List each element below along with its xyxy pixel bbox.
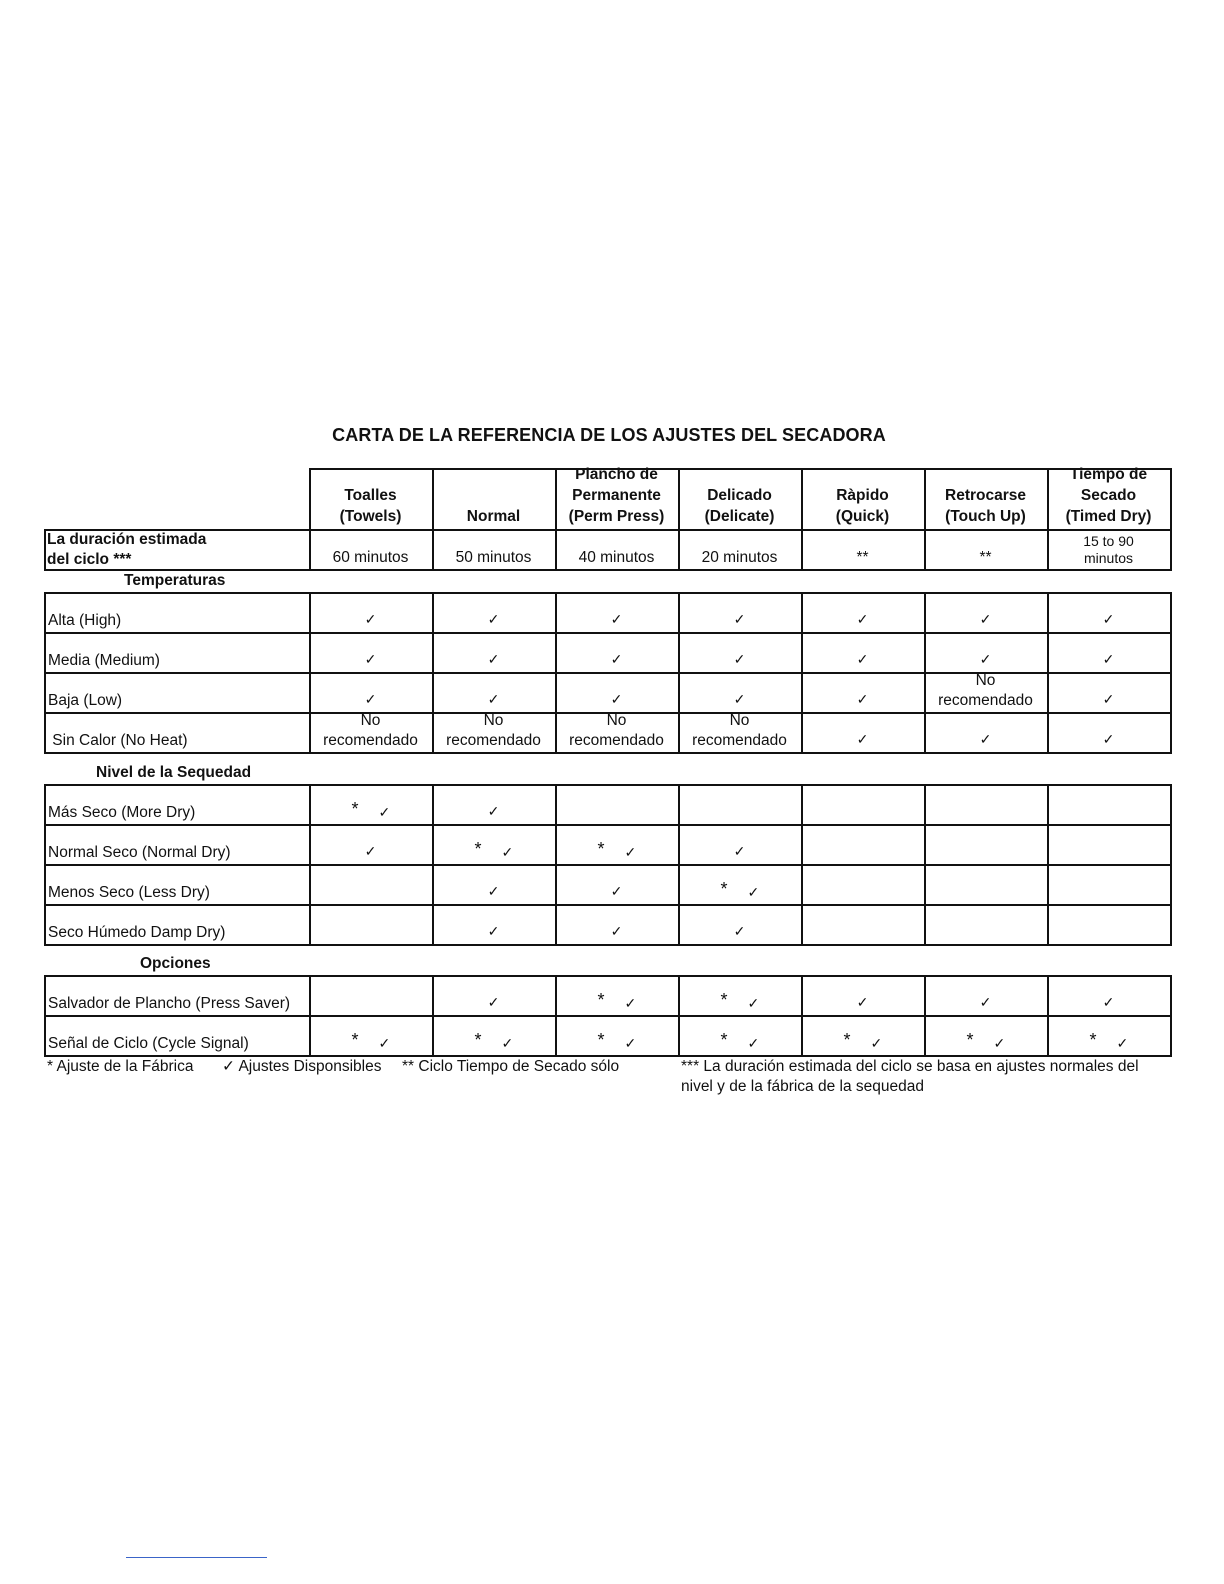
table-cell [924, 649, 1047, 669]
section-title: Nivel de la Sequedad [96, 764, 252, 781]
column-header [924, 485, 1047, 527]
duration-value-text: ** [979, 549, 992, 566]
cell-line: No [360, 712, 381, 729]
check-icon: ✓ [378, 1035, 391, 1051]
table-cell [678, 841, 801, 861]
table-cell [1047, 1032, 1170, 1052]
row-border [44, 592, 1172, 594]
row-label: Sin Calor (No Heat) [48, 732, 188, 749]
column-header-line: Ràpido [836, 487, 889, 504]
column-header-line: Delicado [707, 487, 772, 504]
header-top-border [309, 468, 1172, 470]
row-border [44, 824, 1172, 826]
table-cell [801, 729, 924, 749]
column-border [1170, 592, 1172, 754]
footnote-factory: * Ajuste de la Fábrica [47, 1058, 194, 1075]
table-cell [432, 921, 555, 941]
column-header-line: (Touch Up) [945, 508, 1026, 525]
table-cell [432, 649, 555, 669]
row-border [44, 784, 1172, 786]
cell-line: No [606, 712, 627, 729]
check-icon: ✓ [979, 611, 992, 627]
duration-cell [432, 548, 555, 568]
check-icon: ✓ [364, 843, 377, 859]
check-icon: ✓ [856, 691, 869, 707]
column-header-line: Retrocarse [945, 487, 1026, 504]
cell-line: No [729, 712, 750, 729]
table-cell [924, 1032, 1047, 1052]
check-icon: ✓ [1102, 611, 1115, 627]
table-cell [432, 1032, 555, 1052]
cell-line: recomendado [446, 732, 541, 749]
row-border [44, 975, 1172, 977]
row-label: Seco Húmedo Damp Dry) [48, 924, 226, 941]
table-cell [1047, 689, 1170, 709]
table-cell [309, 689, 432, 709]
check-icon: ✓ [624, 1035, 637, 1051]
column-header-line: (Towels) [339, 508, 402, 525]
factory-default-star: * [1089, 1030, 1097, 1050]
table-cell [924, 992, 1047, 1012]
check-icon: ✓ [747, 995, 760, 1011]
column-header [432, 485, 555, 527]
row-border [44, 904, 1172, 906]
check-icon: ✓ [501, 844, 514, 860]
table-cell [555, 921, 678, 941]
table-cell [432, 689, 555, 709]
duration-cell [801, 548, 924, 568]
check-icon: ✓ [487, 803, 500, 819]
row-border [44, 752, 1172, 754]
column-header [309, 485, 432, 527]
duration-cell [678, 548, 801, 568]
check-icon: ✓ [1102, 691, 1115, 707]
factory-default-star: * [351, 799, 359, 819]
table-cell [432, 609, 555, 629]
table-left-border [44, 975, 46, 1057]
row-label: Salvador de Plancho (Press Saver) [48, 995, 291, 1012]
table-cell [678, 689, 801, 709]
check-icon: ✓ [979, 651, 992, 667]
check-icon: ✓ [733, 923, 746, 939]
factory-default-star: * [597, 990, 605, 1010]
duration-value-text: 50 minutos [455, 549, 532, 566]
column-header-line: Tiempo de [1069, 466, 1148, 483]
table-cell [309, 1032, 432, 1052]
table-cell [555, 711, 678, 751]
column-border [1170, 784, 1172, 946]
duration-left-border [44, 529, 46, 571]
row-border [44, 944, 1172, 946]
check-icon: ✓ [856, 731, 869, 747]
check-icon: ✓ [979, 731, 992, 747]
duration-cell [924, 548, 1047, 568]
factory-default-star: * [597, 839, 605, 859]
column-header-line: Plancho de [575, 466, 658, 483]
table-cell [309, 711, 432, 751]
column-border [1170, 468, 1172, 571]
factory-default-star: * [843, 1030, 851, 1050]
table-cell [801, 1032, 924, 1052]
table-cell [924, 729, 1047, 749]
check-icon: ✓ [733, 651, 746, 667]
duration-cell [309, 548, 432, 568]
duration-label-line: La duración estimada [47, 531, 207, 548]
duration-value-text: 20 minutos [701, 549, 778, 566]
check-icon: ✓ [378, 804, 391, 820]
check-icon: ✓ [747, 1035, 760, 1051]
table-cell [555, 609, 678, 629]
factory-default-star: * [966, 1030, 974, 1050]
check-icon: ✓ [624, 995, 637, 1011]
factory-default-star: * [351, 1030, 359, 1050]
table-cell [801, 992, 924, 1012]
table-cell [555, 649, 678, 669]
factory-default-star: * [720, 1030, 728, 1050]
table-cell [555, 881, 678, 901]
table-left-border [44, 592, 46, 754]
check-icon: ✓ [993, 1035, 1006, 1051]
column-border [924, 784, 926, 946]
table-cell [801, 609, 924, 629]
table-cell [1047, 649, 1170, 669]
duration-value-line: 15 to 90 [1083, 533, 1134, 549]
check-icon: ✓ [1116, 1035, 1129, 1051]
cell-line: No [483, 712, 504, 729]
table-cell [309, 649, 432, 669]
factory-default-star: * [720, 990, 728, 1010]
table-cell [432, 801, 555, 821]
check-icon: ✓ [733, 843, 746, 859]
row-label: Baja (Low) [48, 692, 123, 709]
column-header-line: Toalles [344, 487, 397, 504]
column-header-line: Permanente [572, 487, 661, 504]
row-label: Media (Medium) [48, 652, 160, 669]
check-icon: ✓ [487, 651, 500, 667]
chart-title: CARTA DE LA REFERENCIA DE LOS AJUSTES DEL SECADORA [332, 425, 886, 445]
table-cell [432, 881, 555, 901]
table-cell [555, 992, 678, 1012]
check-icon: ✓ [856, 611, 869, 627]
check-icon: ✓ [1102, 731, 1115, 747]
duration-value-text: 40 minutos [578, 549, 655, 566]
cell-line: recomendado [938, 692, 1033, 709]
factory-default-star: * [474, 1030, 482, 1050]
duration-label [47, 530, 206, 570]
check-icon: ✓ [610, 691, 623, 707]
factory-default-star: * [720, 879, 728, 899]
cell-line: recomendado [692, 732, 787, 749]
duration-label-line: del ciclo *** [47, 551, 132, 568]
section-title: Temperaturas [124, 572, 226, 589]
column-header [801, 485, 924, 527]
column-border [801, 784, 803, 946]
footnote-duration-1: *** La duración estimada del ciclo se basa en ajustes normales del [681, 1058, 1139, 1075]
row-border [44, 632, 1172, 634]
row-border [44, 1015, 1172, 1017]
duration-value-text: 60 minutos [332, 549, 409, 566]
column-border [1170, 975, 1172, 1057]
check-icon: ✓ [610, 651, 623, 667]
table-cell [924, 671, 1047, 711]
table-cell [555, 689, 678, 709]
check-icon: ✓ [856, 994, 869, 1010]
check-icon: ✓ [733, 611, 746, 627]
table-cell [801, 649, 924, 669]
cell-line: No [975, 672, 996, 689]
check-icon: ✓ [610, 611, 623, 627]
footnote-available: ✓ Ajustes Disponsibles [222, 1058, 382, 1075]
check-icon: ✓ [364, 651, 377, 667]
duration-cell [555, 548, 678, 568]
check-icon: ✓ [364, 611, 377, 627]
check-icon: ✓ [733, 691, 746, 707]
table-cell [678, 649, 801, 669]
row-label: Menos Seco (Less Dry) [48, 884, 210, 901]
footnote-duration-2: nivel y de la fábrica de la sequedad [681, 1078, 924, 1095]
check-icon: ✓ [364, 691, 377, 707]
column-header [555, 464, 678, 527]
duration-cell [1047, 533, 1170, 567]
table-cell [555, 841, 678, 861]
table-cell [678, 881, 801, 901]
factory-default-star: * [597, 1030, 605, 1050]
duration-value-text: ** [856, 549, 869, 566]
table-cell [555, 1032, 678, 1052]
column-header-line: Secado [1080, 487, 1137, 504]
table-cell [924, 609, 1047, 629]
check-icon: ✓ [979, 994, 992, 1010]
link-underline [126, 1557, 267, 1558]
column-header [1047, 464, 1170, 527]
check-icon: ✓ [501, 1035, 514, 1051]
table-cell [1047, 729, 1170, 749]
column-header-line: (Delicate) [704, 508, 775, 525]
table-cell [678, 609, 801, 629]
table-cell [309, 841, 432, 861]
table-cell [309, 609, 432, 629]
check-icon: ✓ [487, 923, 500, 939]
column-header-line: (Timed Dry) [1065, 508, 1152, 525]
cell-line: recomendado [569, 732, 664, 749]
table-cell [678, 921, 801, 941]
row-border [44, 864, 1172, 866]
table-cell [432, 711, 555, 751]
table-cell [678, 1032, 801, 1052]
table-cell [1047, 992, 1170, 1012]
check-icon: ✓ [870, 1035, 883, 1051]
duration-value-line: minutos [1083, 550, 1134, 566]
table-left-border [44, 784, 46, 946]
factory-default-star: * [474, 839, 482, 859]
check-icon: ✓ [624, 844, 637, 860]
column-header-line: (Perm Press) [568, 508, 665, 525]
column-border [1047, 784, 1049, 946]
footnote-timed-only: ** Ciclo Tiempo de Secado sólo [402, 1058, 620, 1075]
table-cell [1047, 609, 1170, 629]
check-icon: ✓ [747, 884, 760, 900]
check-icon: ✓ [487, 611, 500, 627]
row-label: Más Seco (More Dry) [48, 804, 196, 821]
table-cell [309, 801, 432, 821]
cell-line: recomendado [323, 732, 418, 749]
row-label: Normal Seco (Normal Dry) [48, 844, 231, 861]
check-icon: ✓ [856, 651, 869, 667]
table-cell [432, 841, 555, 861]
table-cell [432, 992, 555, 1012]
check-icon: ✓ [610, 883, 623, 899]
header-bottom-border [44, 529, 1172, 531]
duration-bottom-border [44, 569, 1172, 571]
check-icon: ✓ [487, 994, 500, 1010]
column-header [678, 485, 801, 527]
row-label: Alta (High) [48, 612, 122, 629]
check-icon: ✓ [1102, 651, 1115, 667]
check-icon: ✓ [610, 923, 623, 939]
column-header-line: Normal [466, 508, 521, 525]
table-cell [678, 992, 801, 1012]
table-cell [801, 689, 924, 709]
row-label: Señal de Ciclo (Cycle Signal) [48, 1035, 249, 1052]
check-icon: ✓ [1102, 994, 1115, 1010]
check-icon: ✓ [487, 691, 500, 707]
check-icon: ✓ [487, 883, 500, 899]
section-title: Opciones [140, 955, 211, 972]
table-cell [678, 711, 801, 751]
column-header-line [432, 485, 555, 506]
column-header-line: (Quick) [835, 508, 890, 525]
